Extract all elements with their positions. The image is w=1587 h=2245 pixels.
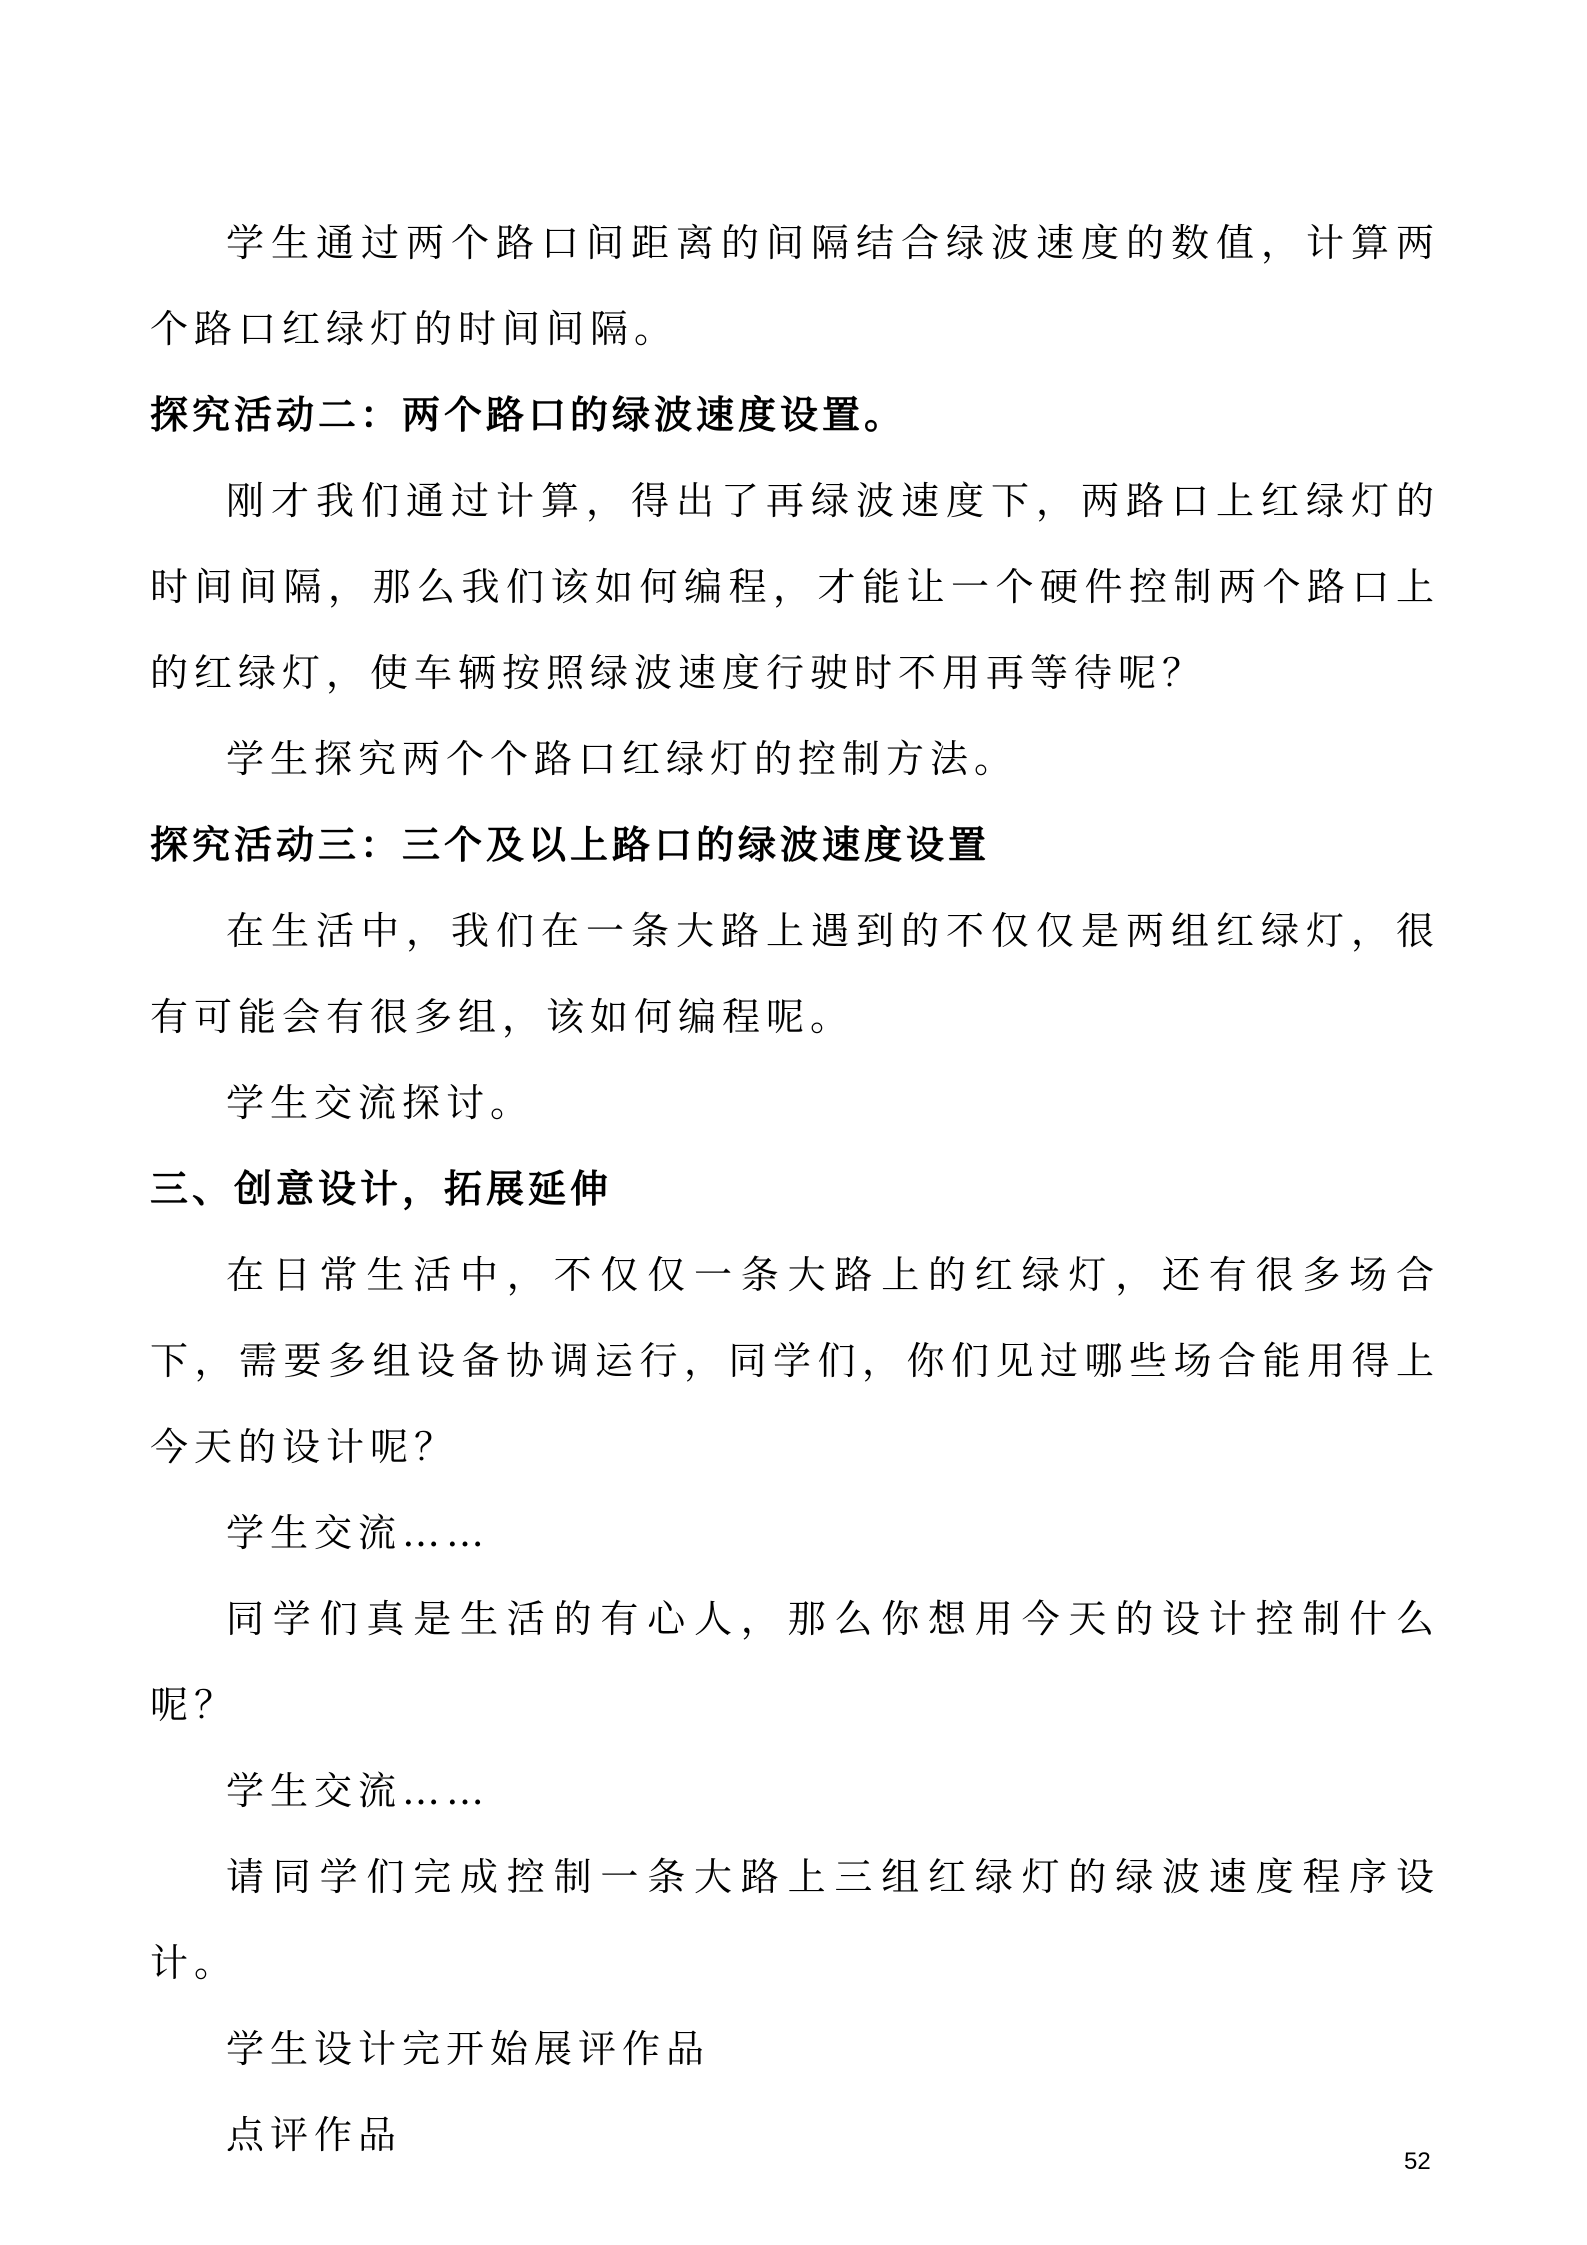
paragraph: 同学们真是生活的有心人，那么你想用今天的设计控制什么呢？: [150, 1597, 1440, 1727]
page-number: 52: [1404, 2148, 1431, 2175]
paragraph: 学生探究两个个路口红绿灯的控制方法。: [226, 737, 1019, 781]
section-heading: 三、创意设计，拓展延伸: [150, 1167, 613, 1211]
paragraph: 学生交流……: [226, 1769, 491, 1813]
paragraph: 点评作品: [226, 2113, 403, 2157]
paragraph: 学生交流……: [226, 1511, 491, 1555]
paragraph: 学生设计完开始展评作品: [226, 2027, 711, 2071]
paragraph: 在日常生活中，不仅仅一条大路上的红绿灯，还有很多场合下，需要多组设备协调运行，同学们，你们见过哪些场合能用得上今天的设计呢？: [150, 1253, 1440, 1469]
section-heading: 探究活动二：两个路口的绿波速度设置。: [150, 393, 907, 437]
paragraph: 学生通过两个路口间距离的间隔结合绿波速度的数值，计算两个路口红绿灯的时间间隔。: [150, 221, 1440, 351]
paragraph: 刚才我们通过计算，得出了再绿波速度下，两路口上红绿灯的时间间隔，那么我们该如何编程，才能让一个硬件控制两个路口上的红绿灯，使车辆按照绿波速度行驶时不用再等待呢？: [150, 479, 1440, 695]
paragraph: 请同学们完成控制一条大路上三组红绿灯的绿波速度程序设计。: [150, 1855, 1440, 1985]
paragraph: 学生交流探讨。: [226, 1081, 535, 1125]
document-body: [150, 200, 1440, 2178]
section-heading: 探究活动三：三个及以上路口的绿波速度设置: [150, 823, 991, 867]
paragraph: 在生活中，我们在一条大路上遇到的不仅仅是两组红绿灯，很有可能会有很多组，该如何编程呢。: [150, 909, 1440, 1039]
